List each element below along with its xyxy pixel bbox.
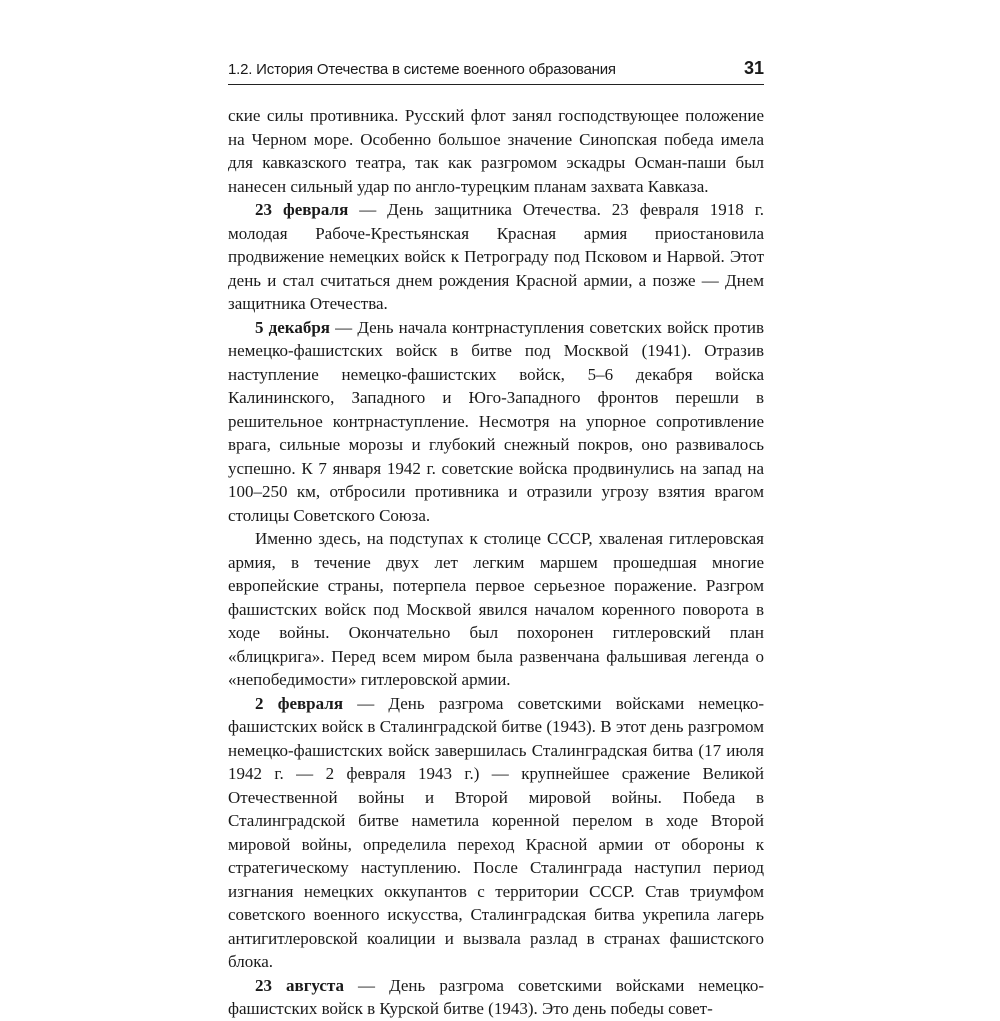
paragraph-term: 2 февраля — [255, 693, 344, 713]
body-text — [228, 104, 764, 1021]
paragraph-text: ские силы противника. Русский флот занял господствующее положение на Черном море. Особенно большое значение Синопская победа имела для кавказского театра, так как разгромом эскадры Осман-паши был нанесен сильный удар по англо-турецким планам захвата Кавказа. — [228, 106, 764, 196]
paragraph-moscow-counteroffensive — [228, 316, 764, 528]
paragraph-term: 5 декабря — [255, 317, 330, 337]
paragraph-text: — День защитника Отечества. 23 февраля 1918 г. молодая Рабоче-Крестьянская Красная армия приостановила продвижение немецких войск к Петрограду под Псковом и Нарвой. Этот день и стал считаться днем рождения Красной армии, а позже — Днем защитника Отечества. — [228, 200, 764, 313]
paragraph-stalingrad — [228, 692, 764, 974]
paragraph-kursk — [228, 974, 764, 1021]
page-number: 31 — [743, 58, 764, 78]
paragraph-term: 23 августа — [255, 975, 345, 995]
paragraph-text: — День разгрома советскими войсками немецко-фашистских войск в Курской битве (1943). Это день победы совет- — [228, 975, 764, 1018]
running-header — [228, 58, 764, 85]
paragraph-moscow-significance — [228, 527, 764, 692]
paragraph-defenders-day — [228, 198, 764, 316]
paragraph-text: — День разгрома советскими войсками немецко-фашистских войск в Сталинградской битве (1943). В этот день разгромом немецко-фашистских войск завершилась Сталинградская битва (17 июля 1942 г. — 2 февраля 1943 г.) — крупнейшее сражение Великой Отечественной войны и Второй мировой войны. Победа в Сталинградской битве наметила коренной перелом в ходе Второй мировой войны, определила переход Красной армии от обороны к стратегическому наступлению. После Сталинграда наступил период изгнания немецких оккупантов с территории СССР. Став триумфом советского военного искусства, Сталинградская битва укрепила лагерь антигитлеровской коалиции и вызвала разлад в странах фашистского блока. — [228, 693, 764, 971]
paragraph-text: — День начала контрнаступления советских войск против немецко-фашистских войск в битве под Москвой (1941). Отразив наступление немецко-фашистских войск, 5–6 декабря войска Калининского, Западного и Юго-Западного фронтов перешли в решительное контрнаступление. Несмотря на упорное сопротивление врага, сильные морозы и глубокий снежный покров, оно развивалось успешно. К 7 января 1942 г. советские войска продвинулись на запад на 100–250 км, отбросили противника и отразили угрозу взятия врагом столицы Советского Союза. — [228, 317, 764, 525]
running-header-title: 1.2. История Отечества в системе военного образования — [228, 61, 616, 78]
paragraph-continuation — [228, 104, 764, 198]
paragraph-text: Именно здесь, на подступах к столице СССР, хваленая гитлеровская армия, в течение двух лет легким маршем прошедшая многие европейские страны, потерпела первое серьезное поражение. Разгром фашистских войск под Москвой явился началом коренного поворота в ходе войны. Окончательно был похоронен гитлеровский план «блицкрига». Перед всем миром была развенчана фальшивая легенда о «непобедимости» гитлеровской армии. — [228, 529, 764, 689]
paragraph-term: 23 февраля — [255, 200, 349, 219]
